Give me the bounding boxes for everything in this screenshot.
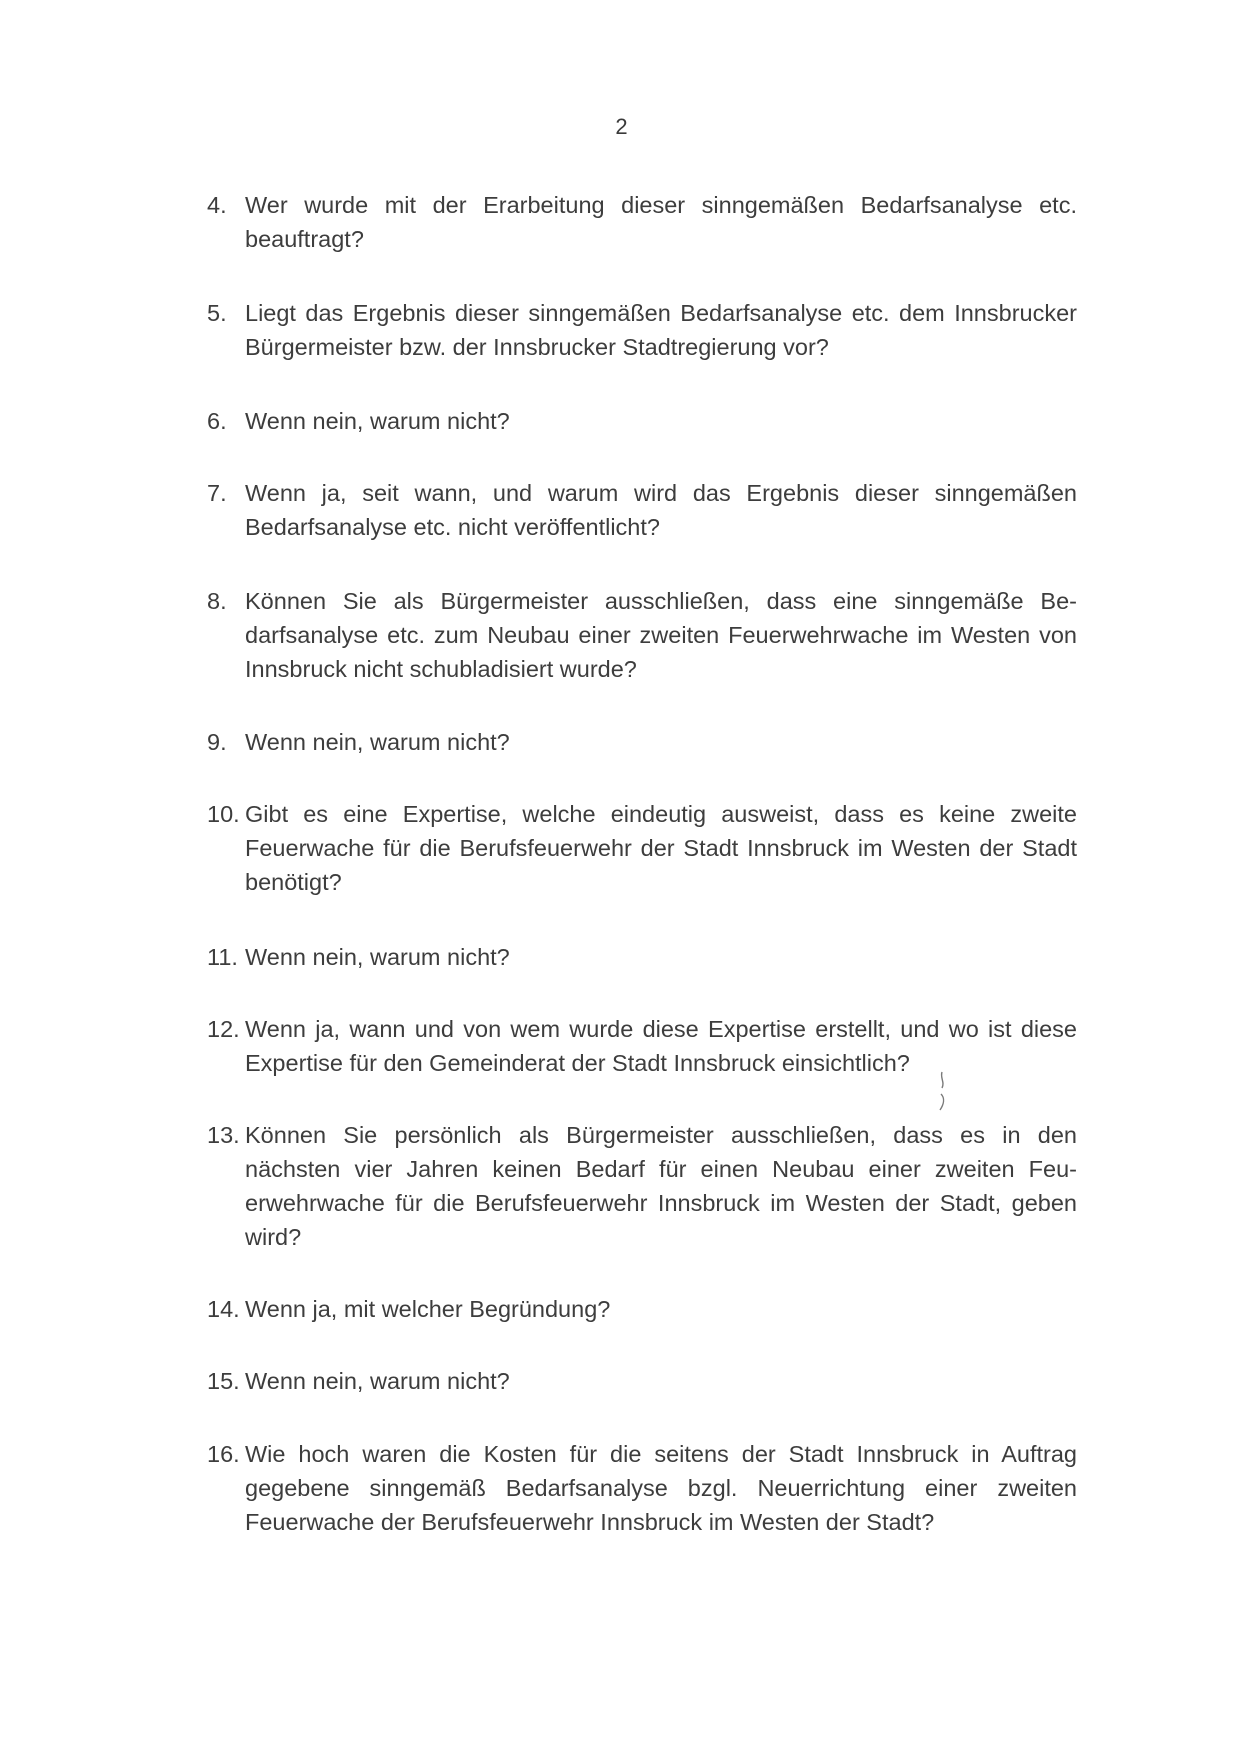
- question-item: [207, 940, 1077, 974]
- question-text: Liegt das Ergebnis dieser sinngemäßen Bedarfsanalyse etc. dem Innsbrucker Bürgermeister bzw. der Innsbrucker Stadtregierung vor?: [245, 300, 1077, 360]
- question-item: [207, 476, 1077, 544]
- question-number: 14.: [207, 1296, 240, 1322]
- question-number: 11.: [207, 944, 238, 970]
- question-number: 15.: [207, 1368, 240, 1394]
- handwritten-mark: [936, 1070, 950, 1112]
- question-item: [207, 584, 1077, 686]
- question-number: 6.: [207, 408, 227, 434]
- question-item: [207, 1437, 1077, 1539]
- question-number: 12.: [207, 1016, 240, 1042]
- question-item: [207, 1118, 1077, 1254]
- question-item: [207, 404, 1077, 438]
- question-text: Wenn ja, seit wann, und warum wird das Ergebnis dieser sinngemäßen Bedarfsanalyse etc. nicht veröffentlicht?: [245, 480, 1077, 540]
- question-item: [207, 1292, 1077, 1326]
- question-text: Wenn nein, warum nicht?: [245, 729, 510, 755]
- question-item: [207, 725, 1077, 759]
- question-number: 7.: [207, 480, 227, 506]
- question-text: Gibt es eine Expertise, welche eindeutig ausweist, dass es keine zweite Feuerwache für die Berufsfeuerwehr der Stadt Innsbruck im Westen der Stadt benötigt?: [245, 801, 1077, 895]
- question-item: [207, 296, 1077, 364]
- question-text: Können Sie als Bürgermeister ausschließen, dass eine sinngemäße Bedarfsanalyse etc. zum Neubau einer zweiten Feuerwehrwache im Westen von Innsbruck nicht schubladisiert wurde?: [245, 588, 1077, 682]
- question-number: 4.: [207, 192, 227, 218]
- question-number: 10.: [207, 801, 240, 827]
- question-item: [207, 188, 1077, 256]
- question-item: [207, 797, 1077, 899]
- question-text: Wenn ja, mit welcher Begründung?: [245, 1296, 611, 1322]
- question-text: Wer wurde mit der Erarbeitung dieser sinngemäßen Bedarfsanalyse etc. beauftragt?: [245, 192, 1077, 252]
- question-number: 8.: [207, 588, 227, 614]
- question-text: Wenn nein, warum nicht?: [245, 408, 510, 434]
- question-number: 13.: [207, 1122, 240, 1148]
- page-number: 2: [615, 114, 628, 139]
- question-text: Können Sie persönlich als Bürgermeister ausschließen, dass es in den nächsten vier Jahren keinen Bedarf für einen Neubau einer zweiten Feuerwehrwache für die Berufsfeuerwehr Innsbruck im Westen der Stadt, geben wird?: [245, 1122, 1077, 1250]
- question-text: Wie hoch waren die Kosten für die seitens der Stadt Innsbruck in Auftrag gegebene sinngemäß Bedarfsanalyse bzgl. Neuerrichtung einer zweiten Feuerwache der Berufsfeuerwehr Innsbruck im Westen der Stadt?: [245, 1441, 1077, 1535]
- question-text: Wenn nein, warum nicht?: [245, 1368, 510, 1394]
- question-item: [207, 1364, 1077, 1398]
- question-number: 5.: [207, 300, 227, 326]
- question-text: Wenn ja, wann und von wem wurde diese Expertise erstellt, und wo ist diese Expertise für den Gemeinderat der Stadt Innsbruck einsichtlich?: [245, 1016, 1077, 1076]
- question-number: 16.: [207, 1441, 240, 1467]
- question-text: Wenn nein, warum nicht?: [245, 944, 510, 970]
- question-number: 9.: [207, 729, 227, 755]
